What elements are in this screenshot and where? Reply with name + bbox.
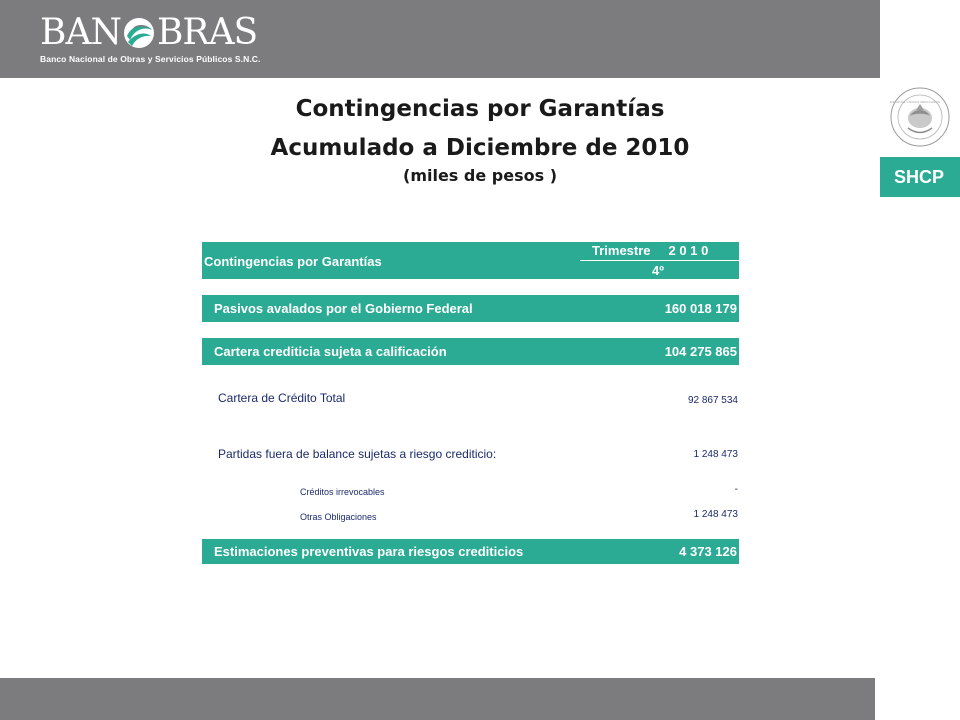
cartera-total-label: Cartera de Crédito Total xyxy=(218,391,346,405)
header-bar xyxy=(0,0,880,78)
logo-text-right: BRAS xyxy=(156,12,258,53)
page-subtitle: Acumulado a Diciembre de 2010 xyxy=(270,135,690,161)
year-label: 2 0 1 0 xyxy=(668,243,709,258)
units-note: (miles de pesos ) xyxy=(403,166,557,185)
row-pasivos xyxy=(202,295,739,322)
row-estimaciones xyxy=(202,539,739,564)
creditos-value: - xyxy=(734,484,738,495)
banobras-logo xyxy=(40,14,261,64)
estimaciones-label: Estimaciones preventivas para riesgos crediticios xyxy=(214,544,524,559)
page-title: Contingencias por Garantías xyxy=(295,96,665,122)
partidas-label: Partidas fuera de balance sujetas a riesgo crediticio: xyxy=(218,447,497,461)
row-cartera xyxy=(202,338,739,365)
pasivos-value: 160 018 179 xyxy=(664,301,737,316)
estimaciones-value: 4 373 126 xyxy=(679,544,737,559)
header-divider xyxy=(580,260,739,261)
footer-bar xyxy=(0,678,875,720)
header-label: Contingencias por Garantías xyxy=(204,254,382,269)
cartera-value: 104 275 865 xyxy=(664,344,737,359)
logo-subtitle: Banco Nacional de Obras y Servicios Públicos S.N.C. xyxy=(40,54,261,64)
table-header xyxy=(202,242,739,279)
quarter-label: 4º xyxy=(652,263,664,278)
cartera-total-value: 92 867 534 xyxy=(687,395,738,406)
otras-label: Otras Obligaciones xyxy=(300,512,377,522)
shcp-badge: SHCP xyxy=(880,157,960,197)
seal-text: ESTADOS UNIDOS MEXICANOS xyxy=(890,100,941,104)
header-period xyxy=(592,242,732,260)
partidas-value: 1 248 473 xyxy=(693,449,738,460)
creditos-label: Créditos irrevocables xyxy=(300,487,385,497)
cartera-label: Cartera crediticia sujeta a calificación xyxy=(214,344,447,359)
logo-text-left: BAN xyxy=(40,12,121,53)
trimestre-label: Trimestre xyxy=(592,243,651,258)
banobras-swirl-icon xyxy=(122,16,156,50)
pasivos-label: Pasivos avalados por el Gobierno Federal xyxy=(214,301,473,316)
otras-value: 1 248 473 xyxy=(693,509,738,520)
